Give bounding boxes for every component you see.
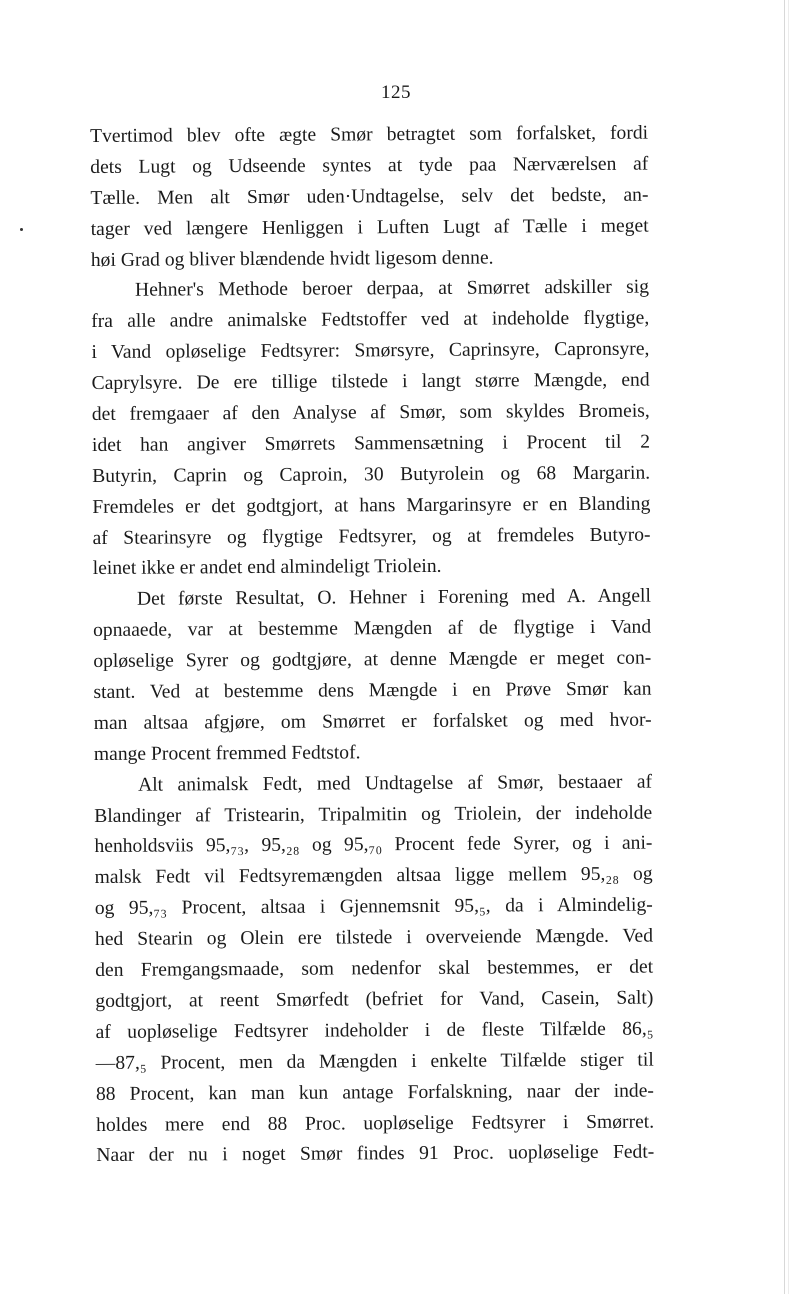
page-number: 125 xyxy=(381,82,411,103)
text-line: Tvertimod blev ofte ægte Smør betragtet som forfalsket, fordi xyxy=(90,122,649,147)
text-line: Caprylsyre. De ere tillige tilstede i langt større Mængde, end xyxy=(91,369,650,395)
text-line: godtgjort, at reent Smørfedt (befriet for Vand, Casein, Salt) xyxy=(95,987,654,1012)
body-text xyxy=(90,119,654,1173)
margin-speck xyxy=(20,228,23,231)
text-line: 88 Procent, kan man kun antage Forfalskning, naar der inde- xyxy=(95,1080,654,1105)
text-line: af uopløselige Fedtsyrer indeholder i de fleste Tilfælde 86,₅ xyxy=(95,1018,654,1043)
text-line: stant. Ved at bestemme dens Mængde i en Prøve Smør kan xyxy=(93,678,652,704)
text-line: tager ved længere Henliggen i Luften Lugt af Tælle i meget xyxy=(90,215,649,240)
text-line: malsk Fedt vil Fedtsyremængden altsaa ligge mellem 95,₂₈ og xyxy=(94,863,653,889)
text-line: af Stearinsyre og flygtige Fedtsyrer, og at fremdeles Butyro- xyxy=(92,524,651,549)
text-line: dets Lugt og Udseende syntes at tyde paa Nærværelsen af xyxy=(90,153,649,178)
text-line: den Fremgangsmaade, som nedenfor skal bestemmes, er det xyxy=(95,956,654,982)
text-line: det fremgaaer af den Analyse af Smør, som skyldes Bromeis, xyxy=(91,400,650,426)
text-line: Butyrin, Caprin og Caproin, 30 Butyrolein og 68 Margarin. xyxy=(92,462,651,487)
text-line: leinet ikke er andet end almindeligt Triolein. xyxy=(92,556,442,580)
page-edge-line xyxy=(784,0,785,1294)
text-line: henholdsviis 95,₇₃, 95,₂₈ og 95,₇₀ Procent fede Syrer, og i ani- xyxy=(94,833,653,858)
text-line: Det første Resultat, O. Hehner i Forening med A. Angell xyxy=(136,585,651,611)
text-line: fra alle andre animalske Fedtstoffer ved at indeholde flygtige, xyxy=(91,307,650,333)
text-line: Naar der nu i noget Smør findes 91 Proc. uopløselige Fedt- xyxy=(96,1141,655,1167)
text-line: Alt animalsk Fedt, med Undtagelse af Smør, bestaaer af xyxy=(137,771,653,796)
text-line: Blandinger af Tristearin, Tripalmitin og Triolein, der indeholde xyxy=(94,802,653,827)
paragraph xyxy=(90,119,649,277)
text-line: Hehner's Methode beroer derpaa, at Smørret adskiller sig xyxy=(134,277,650,302)
page-edge-line-outer xyxy=(788,0,789,1294)
text-line: man altsaa afgjøre, om Smørret er forfalsket og med hvor- xyxy=(93,709,652,734)
text-line: høi Grad og bliver blændende hvidt ligesom denne. xyxy=(90,247,494,271)
text-line: og 95,₇₃ Procent, altsaa i Gjennemsnit 95,₅, da i Almindelig- xyxy=(94,894,653,920)
text-line: opnaaede, var at bestemme Mængden af de flygtige i Vand xyxy=(93,616,652,642)
paragraph xyxy=(91,273,651,585)
text-line: —87,₅ Procent, men da Mængden i enkelte Tilfælde stiger til xyxy=(95,1049,654,1074)
text-line: Tælle. Men alt Smør uden·Undtagelse, selv det bedste, an- xyxy=(90,184,649,209)
text-line: Fremdeles er det godtgjort, at hans Margarinsyre er en Blanding xyxy=(92,493,651,518)
paragraph xyxy=(93,582,652,771)
text-line: hed Stearin og Olein ere tilstede i overveiende Mængde. Ved xyxy=(94,925,654,951)
text-line: mange Procent fremmed Fedtstof. xyxy=(93,742,361,765)
text-line: holdes mere end 88 Proc. uopløselige Fedtsyrer i Smørret. xyxy=(96,1111,655,1136)
text-line: opløselige Syrer og godtgjøre, at denne Mængde er meget con- xyxy=(93,647,652,673)
paragraph xyxy=(94,767,654,1172)
text-line: i Vand opløselige Fedtsyrer: Smørsyre, Caprinsyre, Capronsyre, xyxy=(91,338,650,364)
text-line: idet han angiver Smørrets Sammensætning i Procent til 2 xyxy=(91,431,651,456)
